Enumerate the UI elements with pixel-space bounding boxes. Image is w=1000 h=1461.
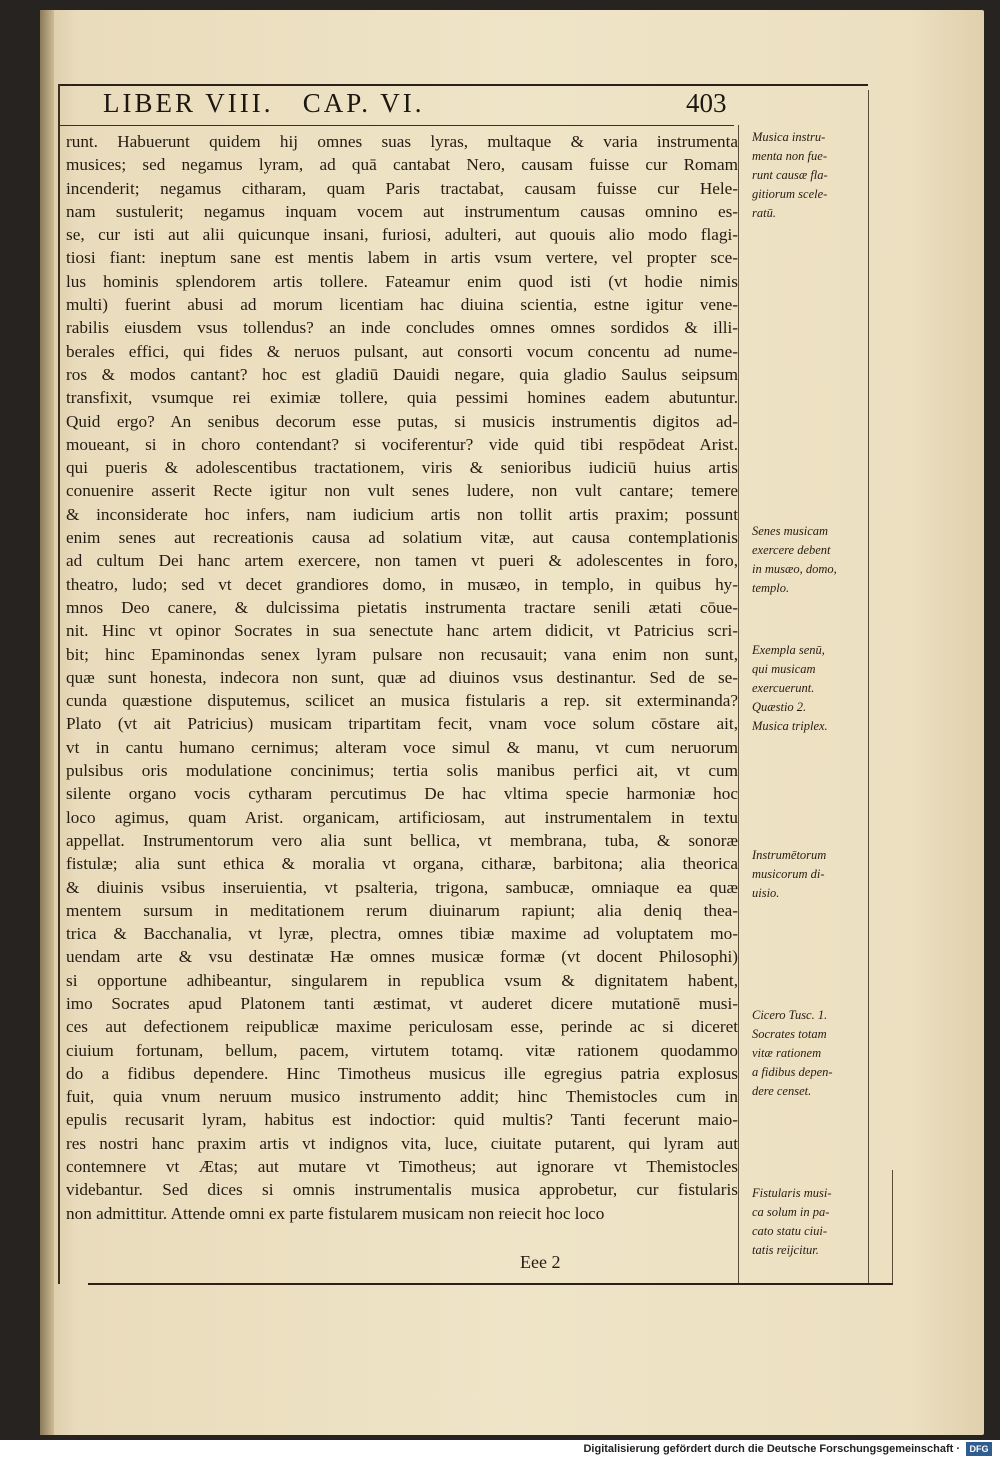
- margin-note-line: Quæstio 2.: [752, 700, 807, 714]
- text-line: ad cultum Dei hanc artem exercere, non tamen vt pueri & adolescentes in foro,: [66, 551, 738, 571]
- text-line: incenderit; negamus citharam, quam Paris tractabat, causam fuisse cur Hele-: [66, 178, 738, 198]
- margin-note-line: Senes musicam: [752, 524, 829, 538]
- text-line: nam sustulerit; negamus inquam vocem aut instrumentum causas omnino es-: [66, 201, 738, 221]
- margin-note-line: vitæ rationem: [752, 1046, 822, 1060]
- text-line: uendam arte & vsu destinatæ Hæ omnes musicæ formæ (vt docent Philosophi): [66, 947, 738, 967]
- margin-note-line: Socrates totam: [752, 1027, 827, 1041]
- main-text-block: [66, 130, 738, 1225]
- margin-note: [752, 128, 872, 223]
- text-line: mentem sursum in meditationem rerum diuinarum rapiunt; alia deniq thea-: [66, 900, 738, 920]
- text-line: epulis recusarit lyram, habitus est indoctior: quid multis? Tanti fecerunt maio-: [66, 1110, 738, 1130]
- text-line: silente organo vocis cytharam percutimus De hac vltima specie harmoniæ hoc: [66, 784, 738, 804]
- text-line: nit. Hinc vt opinor Socrates in sua senectute hanc artem didicit, vt Patricius scri-: [66, 621, 738, 641]
- page-binding-edge: [40, 10, 54, 1435]
- margin-note-line: in musæo, domo,: [752, 562, 837, 576]
- margin-note-line: Fistularis musi-: [752, 1186, 832, 1200]
- text-line: conuenire asserit Recte igitur non vult senes ludere, non vult cantare; temere: [66, 481, 738, 501]
- margin-note-line: templo.: [752, 581, 790, 595]
- text-line: videbantur. Sed dices si omnis instrumentalis musica approbetur, cur fistularis: [66, 1180, 738, 1200]
- text-line: contemnere vt Ætas; aut mutare vt Timotheus; aut ignorare vt Themistocles: [66, 1157, 738, 1177]
- margin-note-line: uisio.: [752, 886, 780, 900]
- text-line: do a fidibus dependere. Hinc Timotheus musicus ille egregius patria explosus: [66, 1063, 738, 1083]
- text-line: res nostri hanc praxim artis vt indignos vita, luce, ciuitate putarent, qui lyram aut: [66, 1133, 738, 1153]
- page-number: 403: [686, 88, 727, 118]
- text-line: fuit, quia vnum neruum musico instrumento addit; hinc Themistocles cum in: [66, 1087, 738, 1107]
- margin-note-line: qui musicam: [752, 662, 816, 676]
- text-line: rabilis eiusdem vsus tollendus? an inde concludes omnes omnes sordidos & illi-: [66, 318, 738, 338]
- margin-note: [752, 522, 872, 598]
- catchword: Eee 2: [520, 1252, 561, 1272]
- margin-note-line: Musica instru-: [752, 130, 826, 144]
- left-frame-line: [58, 84, 60, 1284]
- text-line: bit; hinc Epaminondas senex lyram pulsare non recusauit; vana enim non sunt,: [66, 644, 738, 664]
- text-line: si opportune adhibeantur, singularem in republica vsum & dignitatem habent,: [66, 970, 738, 990]
- bottom-rule: [88, 1283, 893, 1285]
- text-line: qui pueris & adolescentibus tractationem, viris & senioribus iudiciū huius artis: [66, 458, 738, 478]
- margin-note-line: musicorum di-: [752, 867, 825, 881]
- text-line: enim senes aut recreationis causa ad solatium vitæ, aut causa contemplationis: [66, 528, 738, 548]
- right-frame-line-lower: [892, 1170, 893, 1285]
- text-line: loco agimus, quam Arist. organicam, artificiosam, aut instrumentalem in textu: [66, 807, 738, 827]
- text-line: non admittitur. Attende omni ex parte fistularem musicam non reiecit hoc loco: [66, 1203, 605, 1223]
- text-line: theatro, ludo; sed vt decet grandiores domo, in musæo, in templo, in quibus hy-: [66, 574, 738, 594]
- text-line: transfixit, vsumque rei eximiæ tollere, quia pessimi homines eadem abutuntur.: [66, 388, 738, 408]
- margin-note: [752, 1184, 872, 1260]
- text-line: imo Socrates apud Platonem tanti æstimat, vt auderet dicere mutationē musi-: [66, 993, 738, 1013]
- text-line: Quid ergo? An senibus decorum esse putas, si musicis instrumentis digitos ad-: [66, 411, 738, 431]
- margin-note-line: Instrumētorum: [752, 848, 827, 862]
- text-line: moueant, si in choro contendant? si vociferentur? vide quid tibi respōdeat Arist.: [66, 434, 738, 454]
- text-line: ros & modos cantant? hoc est gladiū Dauidi negare, quia gladio Saulus seipsum: [66, 364, 738, 384]
- header-rule: [58, 125, 734, 126]
- text-line: lus hominis splendorem artis tollere. Fateamur enim quod isti (vt hodie nimis: [66, 271, 738, 291]
- margin-divider-line: [738, 125, 739, 1285]
- text-line: ces aut defectionem reipublicæ maxime periculosam esse, perinde ac si diceret: [66, 1017, 738, 1037]
- margin-note-line: cato statu ciui-: [752, 1224, 827, 1238]
- text-line: & diuinis vsibus inseruientia, vt psalteria, trigona, sambucæ, omniaque ea quæ: [66, 877, 738, 897]
- margin-note-line: Musica triplex.: [752, 719, 828, 733]
- text-line: appellat. Instrumentorum vero alia sunt bellica, vt membrana, tuba, & sonoræ: [66, 830, 738, 850]
- text-line: mnos Deo canere, & dulcissima pietatis instrumenta tractare senili ætati cōue-: [66, 597, 738, 617]
- margin-note-line: menta non fue-: [752, 149, 827, 163]
- margin-note-line: runt causæ fla-: [752, 168, 828, 182]
- margin-note-line: a fidibus depen-: [752, 1065, 833, 1079]
- text-line: & inconsiderate hoc infers, nam iudicium artis non tollit artis praxim; possunt: [66, 504, 738, 524]
- margin-note-line: dere censet.: [752, 1084, 812, 1098]
- text-line: tiosi fiant: ineptum sane est mentis labem in artis vsum vertere, vel propter sce-: [66, 248, 738, 268]
- text-line: trica & Bacchanalia, vt lyræ, plectra, omnes tibiæ maxime ad voluptatem mo-: [66, 924, 738, 944]
- margin-note: [752, 846, 872, 903]
- margin-note-line: Cicero Tusc. 1.: [752, 1008, 828, 1022]
- text-line: se, cur isti aut alii quicunque insani, furiosi, adulteri, aut quouis alio modo flagi-: [66, 225, 738, 245]
- margin-note-line: ratū.: [752, 206, 776, 220]
- dfg-logo: DFG: [966, 1442, 992, 1456]
- text-line: fistulæ; alia sunt ethica & moralia vt organa, citharæ, barbitona; alia theorica: [66, 854, 738, 874]
- margin-note: [752, 641, 872, 736]
- text-line: quæ sunt honesta, indecora non sunt, quæ ad diuinos vsus destinantur. Sed de se-: [66, 667, 738, 687]
- running-head: LIBER VIII. CAP. VI.: [103, 88, 425, 118]
- text-line: cunda quæstione disputemus, scilicet an musica fistularis a rep. sit exterminanda?: [66, 691, 738, 711]
- margin-note-line: ca solum in pa-: [752, 1205, 830, 1219]
- margin-note-line: tatis reijcitur.: [752, 1243, 819, 1257]
- margin-note-line: gitiorum scele-: [752, 187, 828, 201]
- top-rule: [58, 84, 868, 86]
- funding-credit: Digitalisierung gefördert durch die Deutsche Forschungsgemeinschaft ·: [583, 1443, 960, 1455]
- text-line: runt. Habuerunt quidem hij omnes suas lyras, multaque & varia instrumenta: [66, 132, 738, 151]
- margin-note-line: Exempla senū,: [752, 643, 825, 657]
- text-line: musices; sed negamus lyram, ad quā cantabat Nero, causam fuisse cur Romam: [66, 155, 738, 175]
- text-line: berales effici, qui fides & neruos pulsant, aut consorti vocum concentu ad nume-: [66, 341, 738, 361]
- margin-note-line: exercuerunt.: [752, 681, 815, 695]
- margin-note-line: exercere debent: [752, 543, 831, 557]
- text-line: ciuium fortunam, bellum, pacem, virtutem totamq. vitæ rationem quodammo: [66, 1040, 738, 1060]
- text-line: Plato (vt ait Patricius) musicam tripartitam fecit, vnam voce solum cōstare ait,: [66, 714, 738, 734]
- text-line: vt in cantu humano cernimus; alteram voce simul & manu, vt cum neruorum: [66, 737, 738, 757]
- margin-note: [752, 1006, 872, 1101]
- text-line: multi) fuerint abusi ad morum licentiam hac diuina scientia, estne igitur vene-: [66, 295, 738, 315]
- text-line: pulsibus oris modulatione concinimus; tertia solis manibus perfici ait, vt cum: [66, 761, 738, 781]
